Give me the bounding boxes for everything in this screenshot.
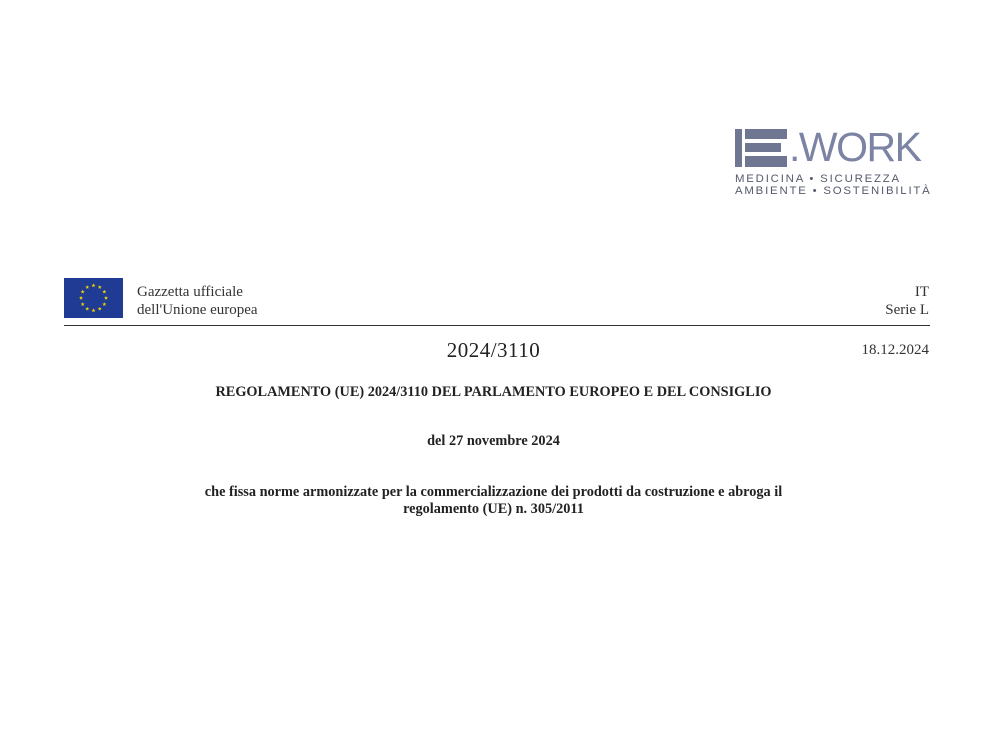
regulation-title: REGOLAMENTO (UE) 2024/3110 DEL PARLAMENTO EUROPEO E DEL CONSIGLIO: [215, 384, 772, 400]
header-divider: [64, 325, 930, 326]
regulation-subject-line-1: che fissa norme armonizzate per la commercializzazione dei prodotti da costruzione e abroga il: [204, 484, 783, 500]
eu-flag-icon: [64, 278, 123, 318]
logo-tagline-2: AMBIENTE • SOSTENIBILITÀ: [735, 185, 932, 197]
logo-wordmark: .WORK: [789, 124, 921, 170]
series-label: Serie L: [885, 302, 929, 318]
adoption-date: del 27 novembre 2024: [427, 433, 560, 449]
publication-date: 18.12.2024: [861, 342, 929, 358]
journal-name-line-2: dell'Unione europea: [137, 302, 258, 318]
journal-name: [137, 283, 258, 319]
document-number: 2024/3110: [446, 338, 541, 362]
language-code: IT: [914, 284, 929, 300]
journal-series-block: [885, 283, 929, 319]
regulation-subject-line-2: regolamento (UE) n. 305/2011: [403, 501, 584, 517]
ework-logo-icon: [735, 128, 795, 168]
journal-name-line-1: Gazzetta ufficiale: [137, 284, 243, 300]
logo-tagline-1: MEDICINA • SICUREZZA: [735, 173, 901, 185]
ework-logo: [735, 124, 932, 198]
